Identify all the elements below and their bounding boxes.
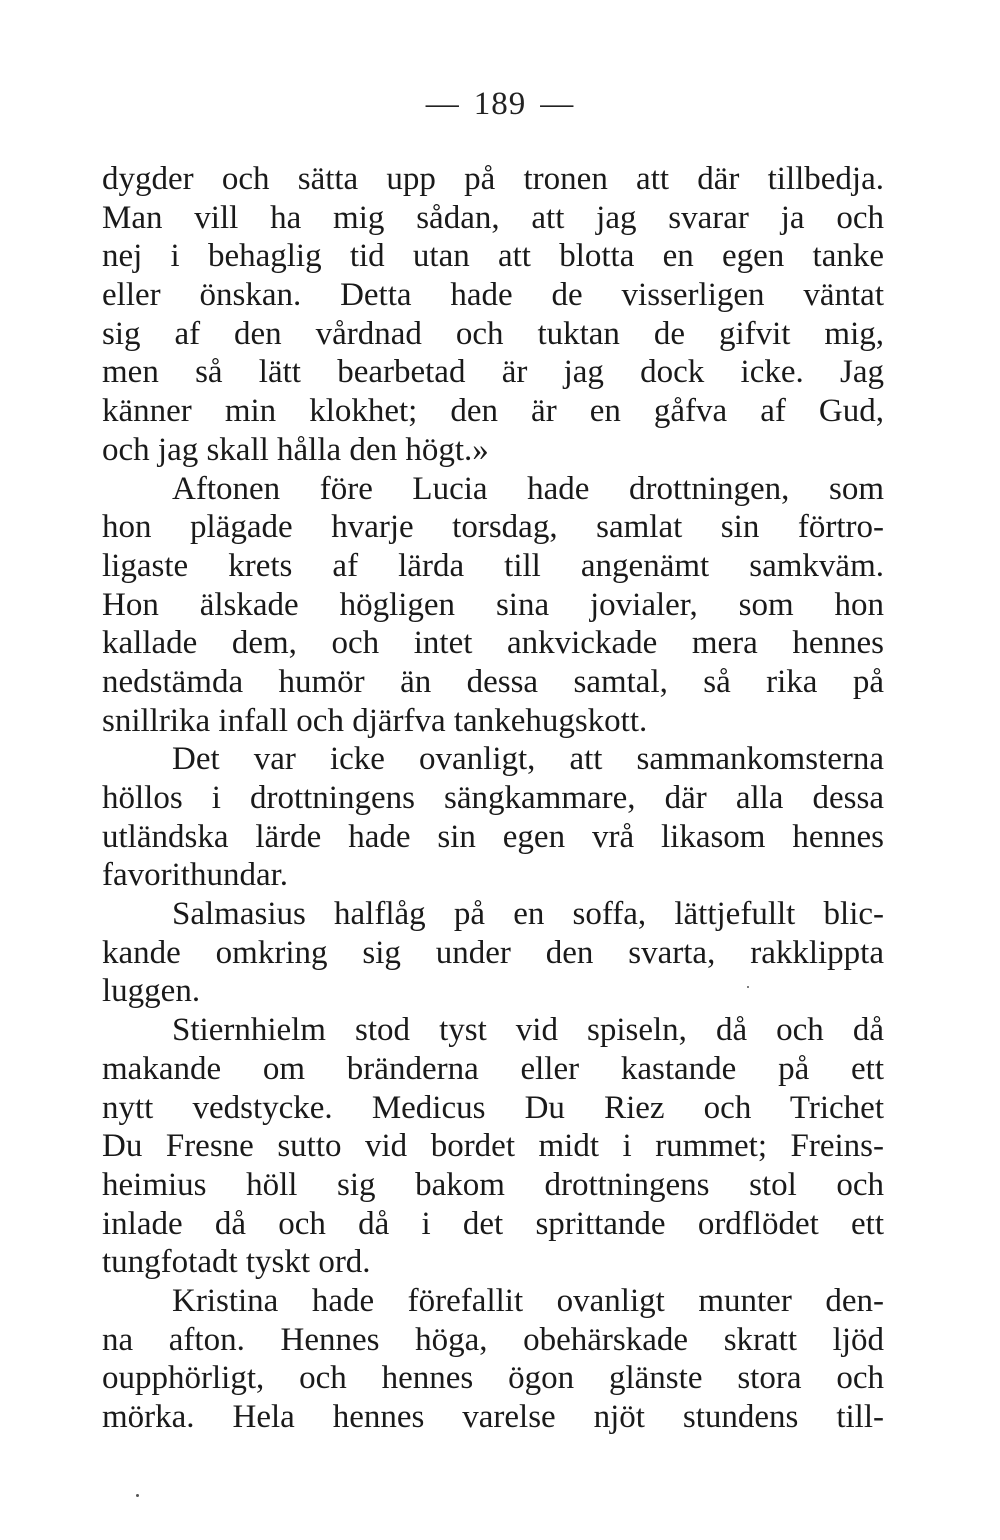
text-line: favorithundar. (102, 857, 289, 894)
text-line: kallade dem, och intet ankvickade mera hennes (102, 625, 884, 662)
text-line: hon plägade hvarje torsdag, samlat sin förtro- (102, 509, 884, 546)
text-line: heimius höll sig bakom drottningens stol och (102, 1166, 884, 1203)
text-line: höllos i drottningens sängkammare, där alla dessa (102, 780, 884, 816)
text-line: Kristina hade förefallit ovanligt munter den- (172, 1282, 884, 1319)
dash-left: — (425, 86, 460, 122)
text-line: luggen. (102, 973, 201, 1010)
text-line: Hon älskade högligen sina jovialer, som hon (102, 586, 884, 623)
print-speck (747, 986, 749, 988)
text-line: Det var icke ovanligt, att sammankomsterna (172, 741, 884, 778)
body-text (102, 160, 884, 1437)
text-line: och jag skall hålla den högt.» (102, 431, 489, 468)
dash-right: — (540, 86, 575, 122)
text-line: Stiernhielm stod tyst vid spiseln, då och då (172, 1012, 884, 1049)
text-line: nej i behaglig tid utan att blotta en egen tanke (102, 238, 884, 275)
text-line: nytt vedstycke. Medicus Du Riez och Trichet (102, 1089, 884, 1126)
text-line: ligaste krets af lärda till angenämt samkväm. (102, 547, 884, 584)
text-line: känner min klokhet; den är en gåfva af Gud, (102, 393, 884, 430)
text-line: snillrika infall och djärfva tankehugskott. (102, 702, 648, 739)
text-line: Man vill ha mig sådan, att jag svarar ja och (102, 199, 884, 236)
text-line: Du Fresne sutto vid bordet midt i rummet; Freins- (102, 1128, 884, 1165)
text-line: utländska lärde hade sin egen vrå likasom hennes (102, 818, 884, 855)
text-line: tungfotadt tyskt ord. (102, 1244, 371, 1281)
text-line: na afton. Hennes höga, obehärskade skratt ljöd (102, 1321, 884, 1358)
text-line: oupphörligt, och hennes ögon glänste stora och (102, 1360, 884, 1397)
text-line: makande om bränderna eller kastande på ett (102, 1050, 884, 1087)
text-line: dygder och sätta upp på tronen att där tillbedja. (102, 161, 884, 197)
text-line: kande omkring sig under den svarta, rakklippta (102, 934, 884, 971)
page-header (0, 86, 1000, 123)
text-line: Aftonen före Lucia hade drottningen, som (172, 470, 884, 507)
text-line: nedstämda humör än dessa samtal, så rika på (102, 663, 884, 700)
text-line: sig af den vårdnad och tuktan de gifvit mig, (102, 315, 884, 352)
text-line: Salmasius halflåg på en soffa, lättjefullt blic- (172, 896, 884, 933)
page-number: 189 (473, 86, 527, 122)
print-speck (136, 1494, 139, 1497)
text-line: eller önskan. Detta hade de visserligen väntat (102, 277, 884, 314)
text-line: inlade då och då i det sprittande ordflödet ett (102, 1205, 884, 1242)
text-line: men så lätt bearbetad är jag dock icke. Jag (102, 354, 884, 391)
text-line: mörka. Hela hennes varelse njöt stundens till- (102, 1399, 884, 1435)
